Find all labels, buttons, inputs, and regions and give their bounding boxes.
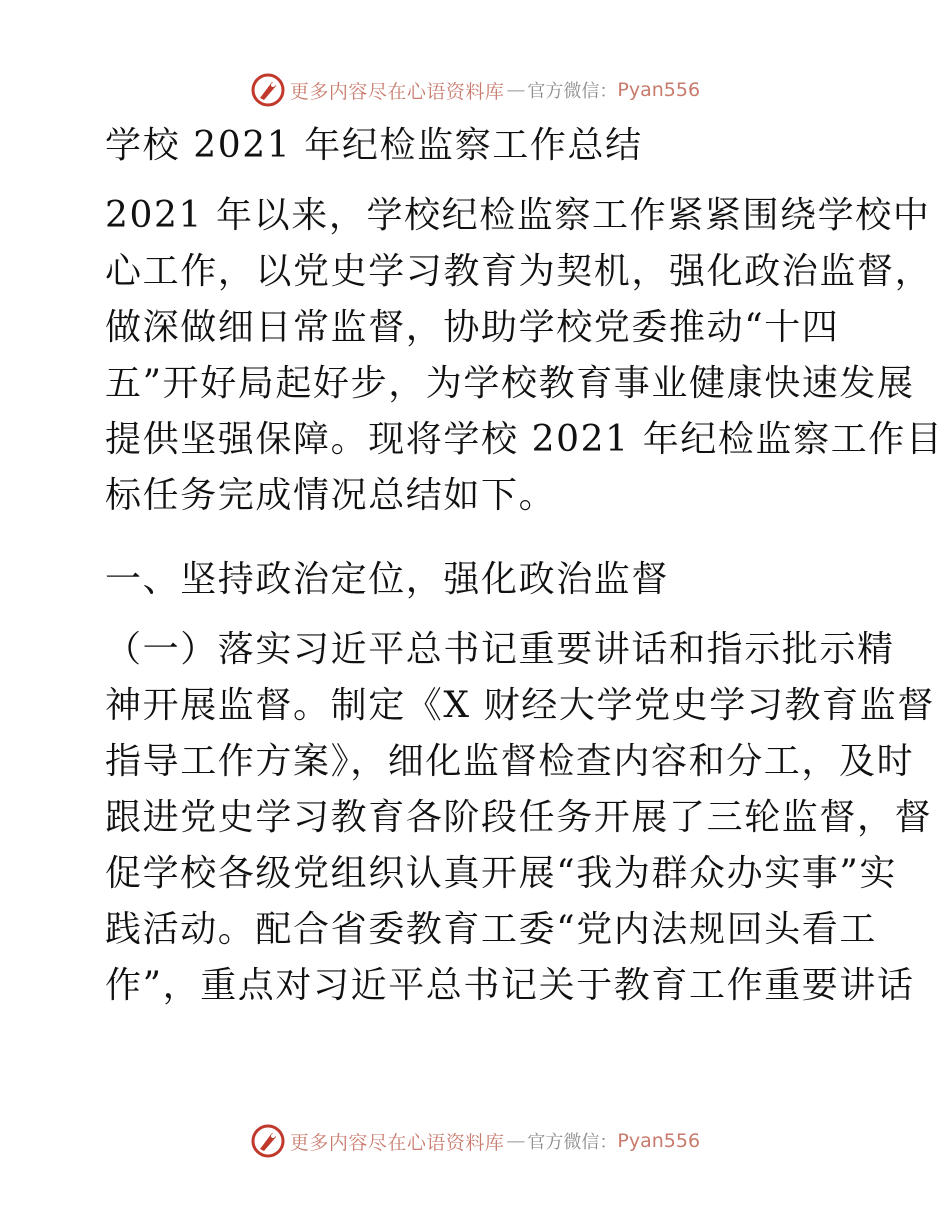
paragraph-line: 神开展监督。制定《X 财经大学党史学习教育监督	[105, 685, 935, 726]
watermark-header	[0, 70, 950, 110]
paragraph-line: 标任务完成情况总结如下。	[105, 475, 557, 516]
watermark-footer	[0, 1121, 950, 1161]
paragraph-line: 五”开好局起好步，为学校教育事业健康快速发展	[105, 363, 915, 404]
pen-nib-logo-icon	[250, 1123, 286, 1159]
watermark-wechat-id: Pyan556	[617, 1130, 701, 1152]
paragraph-line: 作”，重点对习近平总书记关于教育工作重要讲话	[105, 965, 915, 1006]
watermark-dash: —	[506, 1130, 526, 1152]
document-body	[105, 118, 944, 1014]
document-title: 学校 2021 年纪检监察工作总结	[105, 125, 643, 166]
paragraph-line: 做深做细日常监督，协助学校党委推动“十四	[105, 307, 840, 348]
paragraph-line: 2021 年以来，学校纪检监察工作紧紧围绕学校中	[105, 195, 931, 236]
paragraph-line: （一）落实习近平总书记重要讲话和指示批示精	[105, 629, 895, 670]
paragraph-line: 提供坚强保障。现将学校 2021 年纪检监察工作目	[105, 419, 944, 460]
watermark-site-text: 更多内容尽在心语资料库	[289, 1131, 505, 1154]
paragraph-line: 指导工作方案》，细化监督检查内容和分工，及时	[105, 741, 915, 782]
watermark-dash: —	[506, 79, 526, 101]
paragraph-line: 跟进党史学习教育各阶段任务开展了三轮监督，督	[105, 797, 933, 838]
pen-nib-logo-icon	[250, 72, 286, 108]
watermark-wechat-id: Pyan556	[617, 79, 701, 101]
paragraph-section1	[105, 622, 935, 1014]
watermark-wechat-label: 官方微信：	[527, 81, 618, 102]
paragraph-line: 践活动。配合省委教育工委“党内法规回头看工	[105, 909, 878, 950]
paragraph-line: 心工作，以党史学习教育为契机，强化政治监督，	[105, 251, 933, 292]
section-heading: 一、坚持政治定位，强化政治监督	[105, 559, 670, 600]
paragraph-line: 促学校各级党组织认真开展“我为群众办实事”实	[105, 853, 898, 894]
watermark-site-text: 更多内容尽在心语资料库	[289, 80, 505, 103]
watermark-wechat-label: 官方微信：	[527, 1132, 618, 1153]
paragraph-intro	[105, 188, 944, 524]
